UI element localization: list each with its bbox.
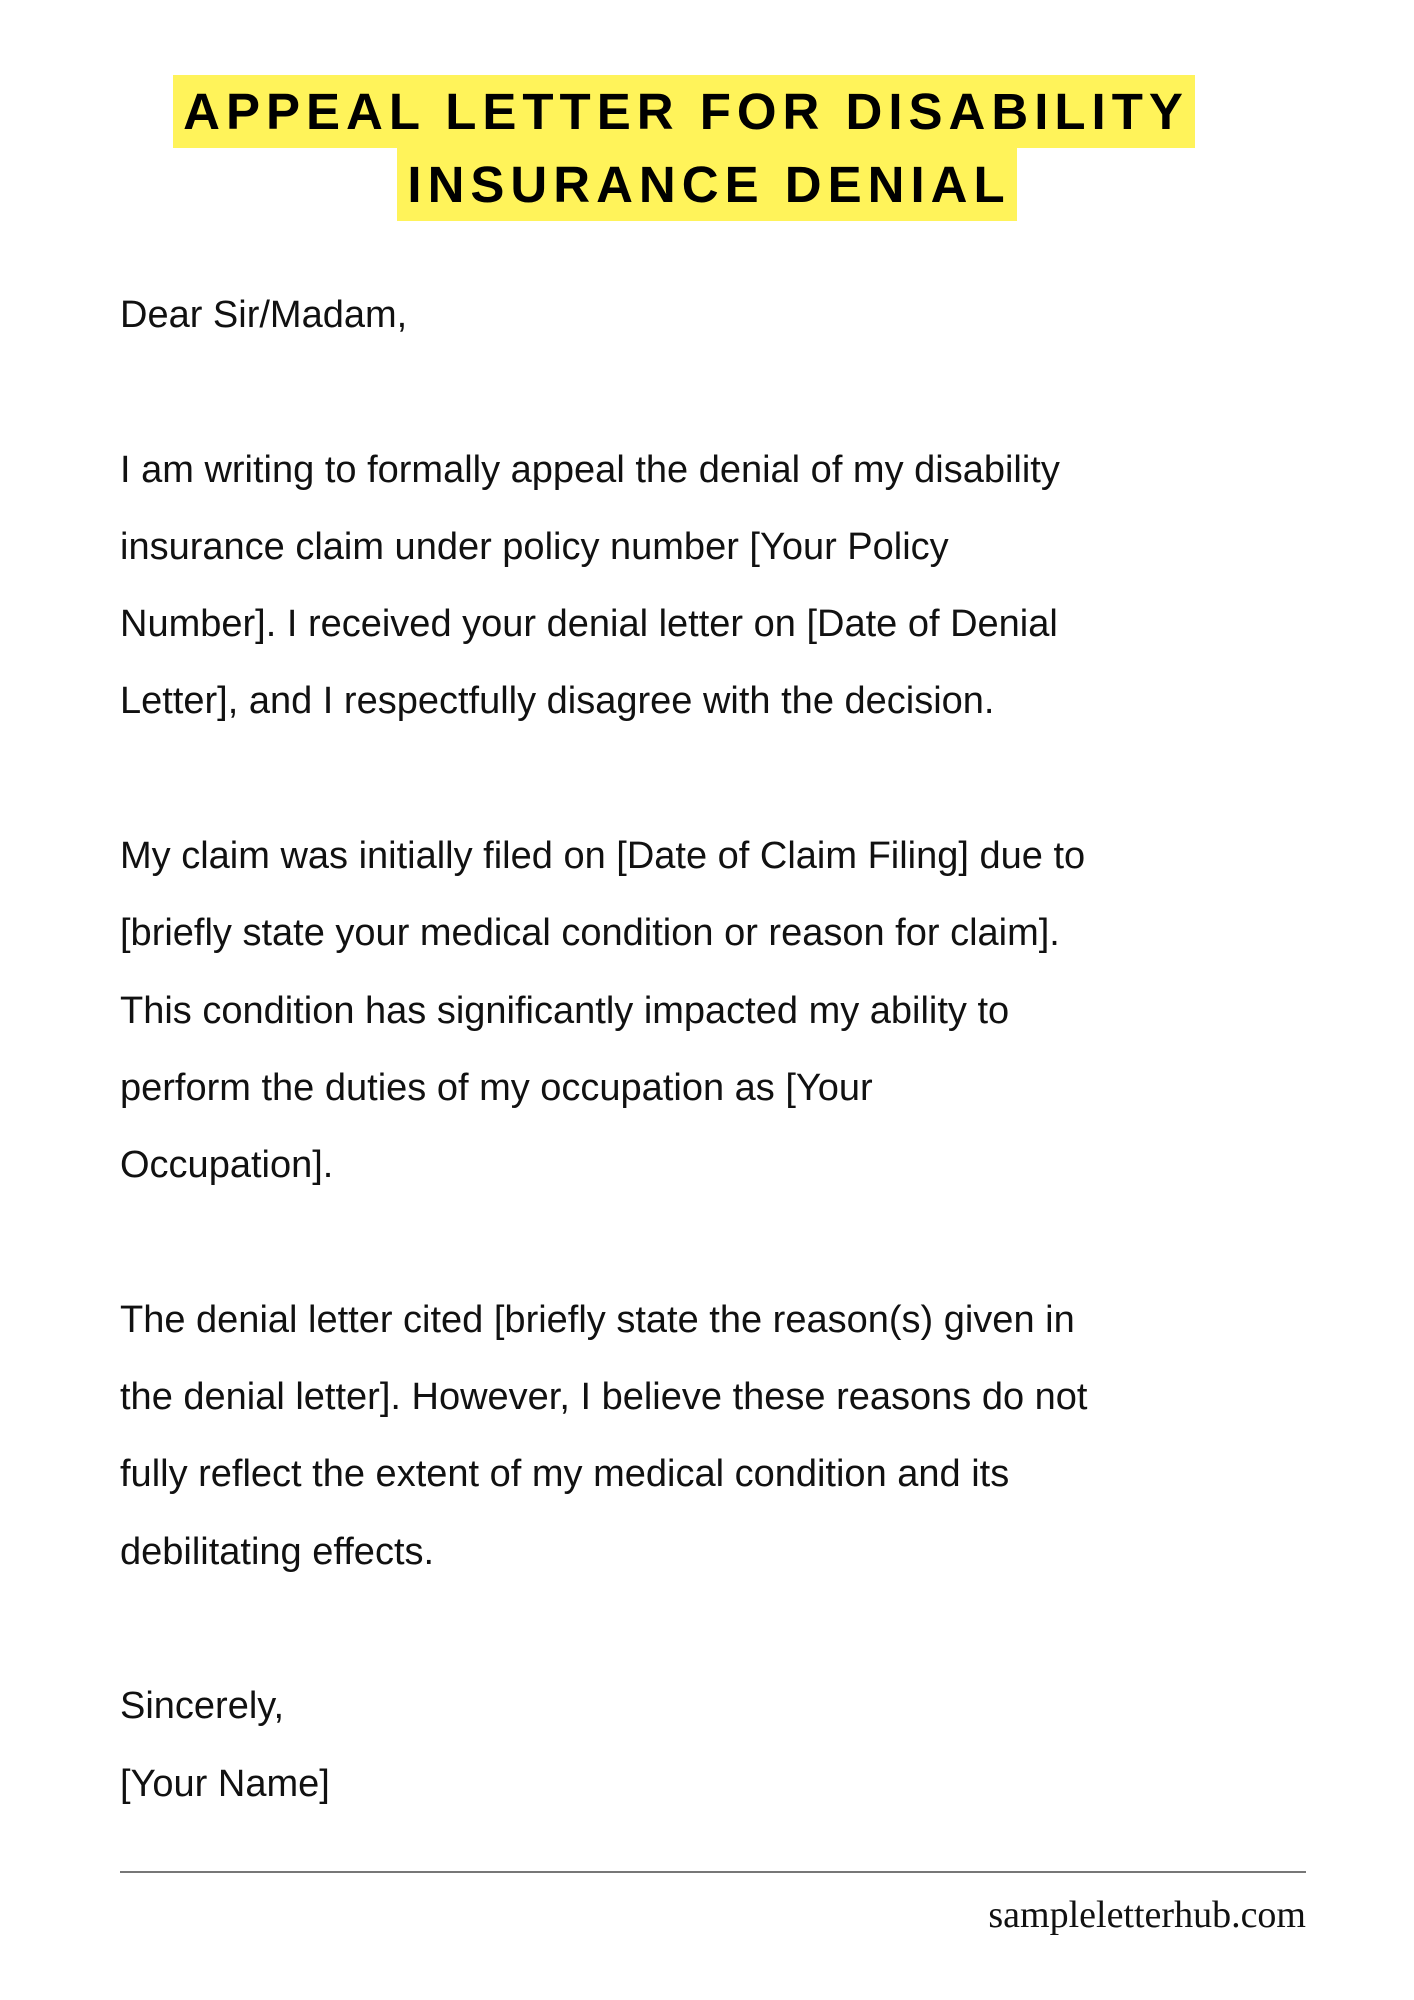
paragraph-line: This condition has significantly impacted my ability to xyxy=(120,989,1010,1032)
paragraph-line: My claim was initially filed on [Date of Claim Filing] due to xyxy=(120,835,1086,878)
title-line-1: APPEAL LETTER FOR DISABILITY xyxy=(173,75,1195,148)
paragraph xyxy=(120,432,1390,741)
paragraph-line: debilitating effects. xyxy=(120,1530,435,1573)
paragraph-line: [briefly state your medical condition or reason for claim]. xyxy=(120,912,1060,955)
closing: Sincerely, xyxy=(120,1685,285,1728)
title-line-2: INSURANCE DENIAL xyxy=(397,148,1016,221)
paragraph-line: Number]. I received your denial letter on [Date of Denial xyxy=(120,603,1058,646)
paragraph-line: Occupation]. xyxy=(120,1144,334,1187)
paragraph-line: I am writing to formally appeal the denial of my disability xyxy=(120,448,1060,491)
footer-divider xyxy=(120,1871,1306,1873)
paragraph-line: insurance claim under policy number [Your Policy xyxy=(120,525,949,568)
paragraph-line: fully reflect the extent of my medical condition and its xyxy=(120,1453,1010,1496)
letter-body xyxy=(120,277,1390,1823)
paragraph xyxy=(120,1282,1390,1591)
paragraph xyxy=(120,818,1390,1204)
signature: [Your Name] xyxy=(120,1762,330,1805)
footer-site: sampleletterhub.com xyxy=(988,1894,1306,1936)
page-title xyxy=(0,75,1414,221)
paragraph-line: Letter], and I respectfully disagree with the decision. xyxy=(120,680,995,723)
paragraph-line: the denial letter]. However, I believe these reasons do not xyxy=(120,1376,1088,1419)
salutation: Dear Sir/Madam, xyxy=(120,294,408,336)
paragraph-line: The denial letter cited [briefly state the reason(s) given in xyxy=(120,1298,1075,1341)
paragraph-line: perform the duties of my occupation as [Your xyxy=(120,1066,873,1109)
